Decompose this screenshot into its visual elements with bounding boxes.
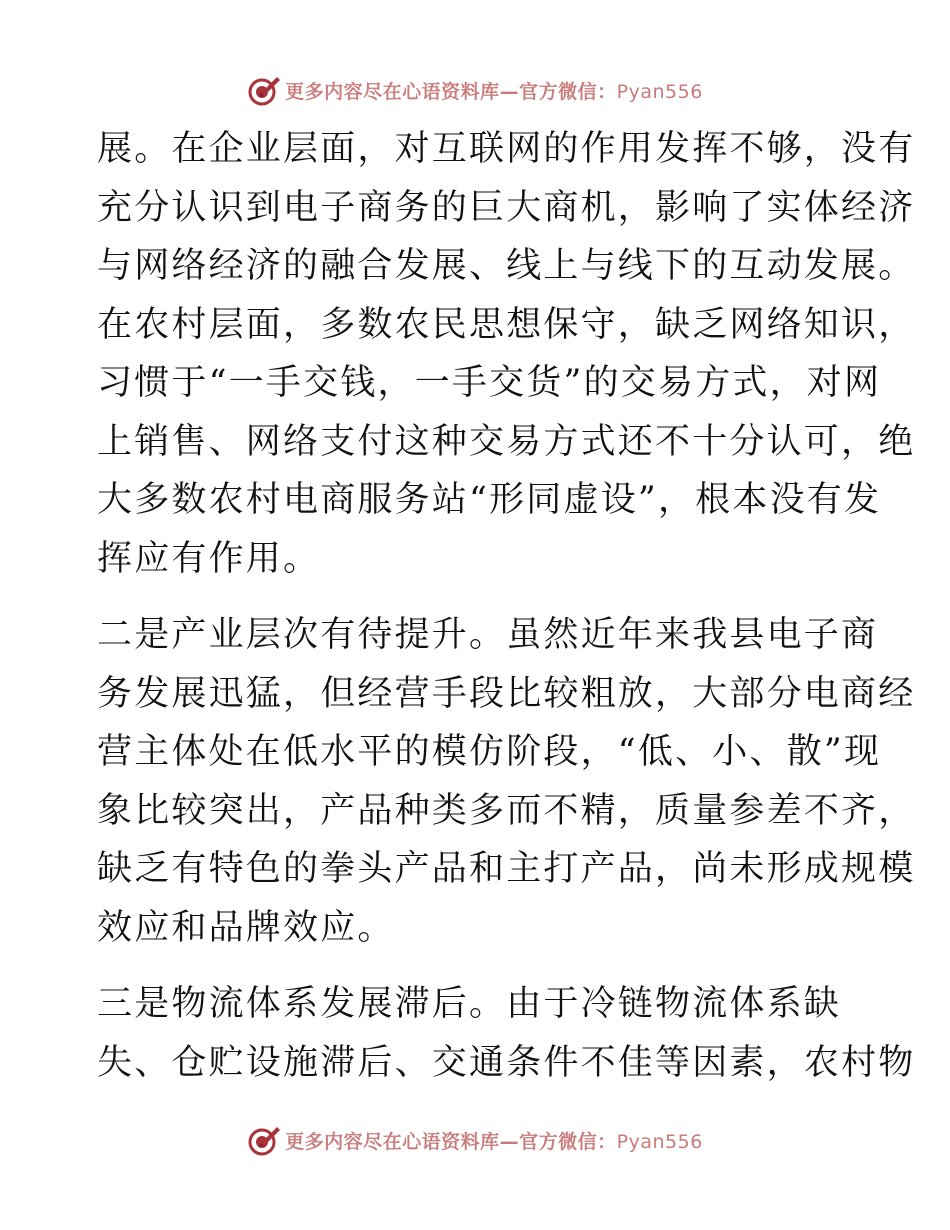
header-banner-text: 更多内容尽在心语资料库—官方微信：Pyan556 (285, 80, 703, 103)
paragraph-1 (97, 120, 916, 588)
pen-logo-icon (247, 1123, 281, 1157)
footer-banner (0, 1120, 950, 1160)
text-line: 上销售、网络支付这种交易方式还不十分认可，绝 (97, 421, 916, 462)
text-line: 缺乏有特色的拳头产品和主打产品，尚未形成规模 (97, 849, 916, 889)
paragraph-spacer (97, 957, 849, 975)
text-line: 失、仓贮设施滞后、交通条件不佳等因素，农村物 (97, 1042, 916, 1083)
text-line: 习惯于“一手交钱，一手交货”的交易方式，对网 (97, 363, 882, 403)
document-body (97, 120, 916, 1092)
text-line: 大多数农村电商服务站“形同虚设”，根本没有发 (97, 480, 882, 520)
footer-banner-code: Pyan556 (616, 1130, 703, 1153)
pen-logo-icon (247, 73, 281, 107)
text-line: 务发展迅猛，但经营手段比较粗放，大部分电商经 (97, 673, 916, 714)
text-line: 营主体处在低水平的模仿阶段，“低、小、散”现 (97, 732, 882, 772)
text-line: 象比较突出，产品种类多而不精，质量参差不齐， (97, 790, 916, 831)
text-line: 与网络经济的融合发展、线上与线下的互动发展。 (97, 246, 916, 286)
text-line: 展。在企业层面，对互联网的作用发挥不够，没有 (97, 129, 916, 169)
text-line: 二是产业层次有待提升。虽然近年来我县电子商 (97, 615, 879, 655)
text-line: 效应和品牌效应。 (97, 907, 395, 948)
text-line: 在农村层面，多数农民思想保守，缺乏网络知识， (97, 304, 916, 345)
paragraph-spacer (97, 588, 849, 606)
footer-banner-text: 更多内容尽在心语资料库—官方微信：Pyan556 (285, 1130, 703, 1153)
header-banner (0, 70, 950, 110)
paragraph-2 (97, 606, 916, 957)
text-line: 三是物流体系发展滞后。由于冷链物流体系缺 (97, 984, 842, 1024)
header-banner-code: Pyan556 (616, 80, 703, 103)
text-line: 挥应有作用。 (97, 538, 321, 579)
text-line: 充分认识到电子商务的巨大商机，影响了实体经济 (97, 187, 916, 228)
paragraph-3 (97, 975, 916, 1092)
